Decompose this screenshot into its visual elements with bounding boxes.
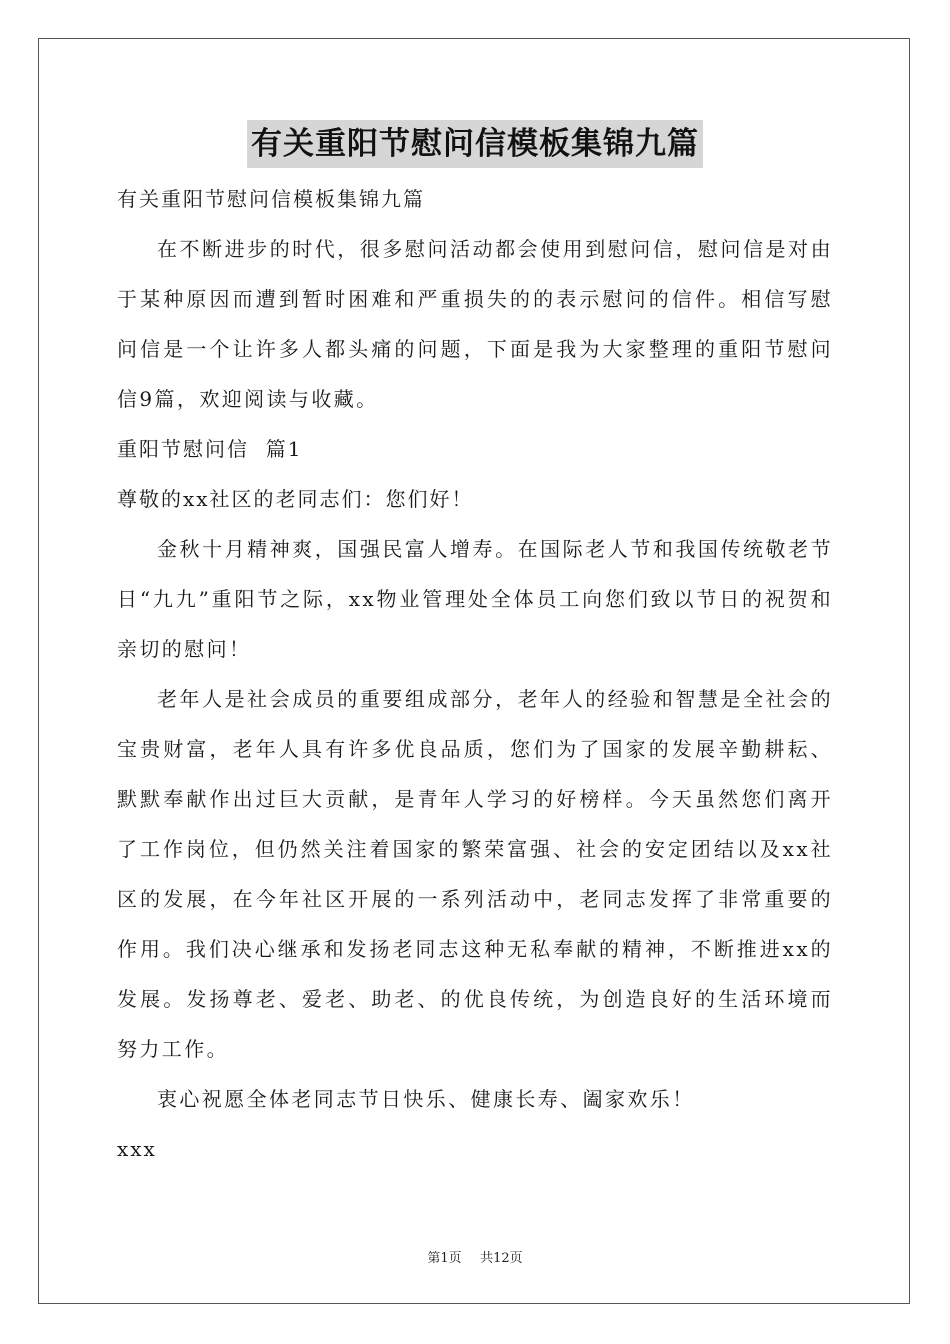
document-subtitle: 有关重阳节慰问信模板集锦九篇 [117, 187, 425, 211]
title-block [117, 120, 833, 172]
document-body [117, 120, 833, 1174]
intro-paragraph: 在不断进步的时代，很多慰问活动都会使用到慰问信，慰问信是对由于某种原因而遭到暂时困难和严重损失的的表示慰问的信件。相信写慰问信是一个让许多人都头痛的问题，下面是我为大家整理的重阳节慰问信9篇，欢迎阅读与收藏。 [117, 237, 833, 411]
section-heading: 重阳节慰问信 篇1 [117, 437, 303, 461]
body-paragraph: 老年人是社会成员的重要组成部分，老年人的经验和智慧是全社会的宝贵财富，老年人具有许多优良品质，您们为了国家的发展辛勤耕耘、默默奉献作出过巨大贡献，是青年人学习的好榜样。今天虽然您们离开了工作岗位，但仍然关注着国家的繁荣富强、社会的安定团结以及xx社区的发展，在今年社区开展的一系列活动中，老同志发挥了非常重要的作用。我们决心继承和发扬老同志这种无私奉献的精神，不断推进xx的发展。发扬尊老、爱老、助老、的优良传统，为创造良好的生活环境而努力工作。 [117, 687, 833, 1061]
salutation: 尊敬的xx社区的老同志们：您们好！ [117, 487, 474, 511]
page-footer [0, 1247, 950, 1266]
body-paragraph: 金秋十月精神爽，国强民富人增寿。在国际老人节和我国传统敬老节日“九九”重阳节之际，xx物业管理处全体员工向您们致以节日的祝贺和亲切的慰问！ [117, 537, 833, 661]
page-total: 共12页 [480, 1251, 523, 1266]
page-number: 第1页 [427, 1251, 462, 1266]
document-title: 有关重阳节慰问信模板集锦九篇 [247, 120, 703, 168]
signature: xxx [117, 1137, 157, 1161]
body-paragraph: 衷心祝愿全体老同志节日快乐、健康长寿、阖家欢乐！ [157, 1087, 695, 1111]
